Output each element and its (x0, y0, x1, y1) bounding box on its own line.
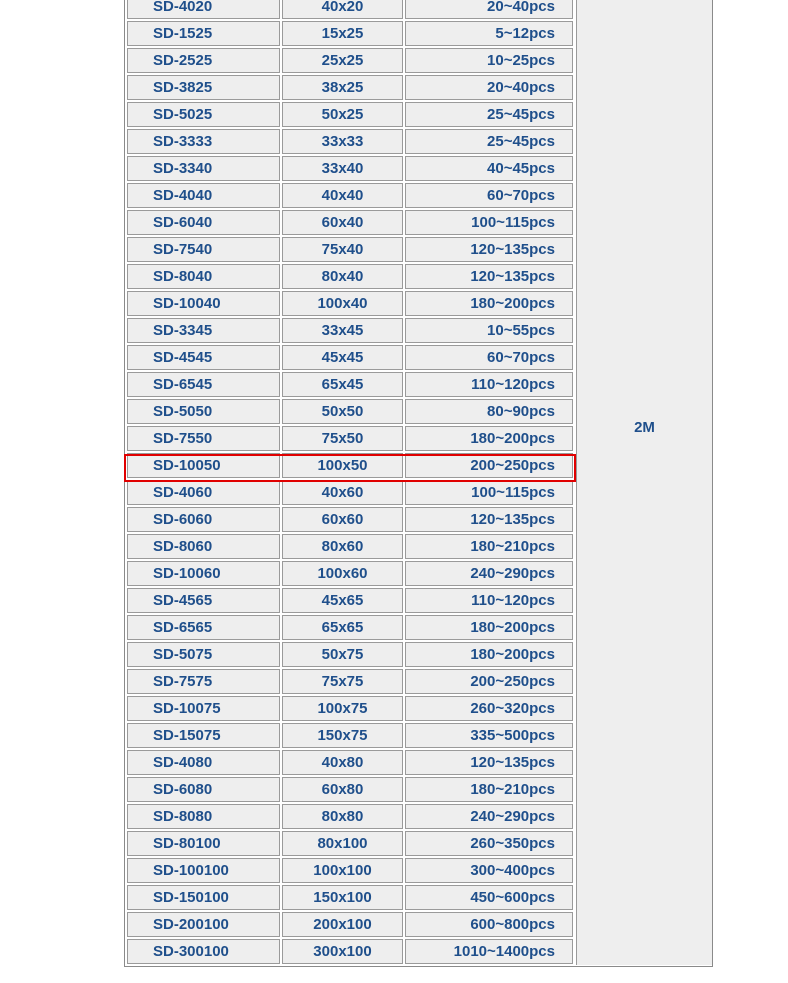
model-cell: SD-7575 (127, 669, 280, 694)
model-cell: SD-2525 (127, 48, 280, 73)
model-cell: SD-4565 (127, 588, 280, 613)
model-cell: SD-4080 (127, 750, 280, 775)
model-cell: SD-5050 (127, 399, 280, 424)
model-cell: SD-6040 (127, 210, 280, 235)
length-cell (576, 0, 712, 965)
quantity-cell: 60~70pcs (405, 183, 573, 208)
size-cell: 50x25 (282, 102, 403, 127)
product-spec-table (124, 0, 713, 967)
model-cell: SD-15075 (127, 723, 280, 748)
quantity-cell: 100~115pcs (405, 210, 573, 235)
quantity-cell: 200~250pcs (405, 669, 573, 694)
size-cell: 80x100 (282, 831, 403, 856)
size-cell: 65x65 (282, 615, 403, 640)
model-cell: SD-3345 (127, 318, 280, 343)
size-cell: 15x25 (282, 21, 403, 46)
model-cell: SD-80100 (127, 831, 280, 856)
size-cell: 40x60 (282, 480, 403, 505)
table-row (126, 209, 575, 236)
size-cell: 50x50 (282, 399, 403, 424)
table-row (126, 0, 575, 20)
model-cell: SD-10075 (127, 696, 280, 721)
quantity-cell: 300~400pcs (405, 858, 573, 883)
quantity-cell: 10~25pcs (405, 48, 573, 73)
table-row (126, 344, 575, 371)
size-cell: 40x20 (282, 0, 403, 19)
model-cell: SD-6565 (127, 615, 280, 640)
table-row (126, 695, 575, 722)
quantity-cell: 200~250pcs (405, 453, 573, 478)
model-cell: SD-150100 (127, 885, 280, 910)
size-cell: 150x75 (282, 723, 403, 748)
quantity-cell: 20~40pcs (405, 75, 573, 100)
quantity-cell: 335~500pcs (405, 723, 573, 748)
size-cell: 45x45 (282, 345, 403, 370)
quantity-cell: 260~320pcs (405, 696, 573, 721)
table-row (126, 317, 575, 344)
model-cell: SD-4040 (127, 183, 280, 208)
model-cell: SD-8040 (127, 264, 280, 289)
model-cell: SD-5025 (127, 102, 280, 127)
table-row (126, 911, 575, 938)
quantity-cell: 80~90pcs (405, 399, 573, 424)
model-cell: SD-7540 (127, 237, 280, 262)
table-row (126, 452, 575, 479)
quantity-cell: 180~200pcs (405, 426, 573, 451)
model-cell: SD-8080 (127, 804, 280, 829)
model-cell: SD-10060 (127, 561, 280, 586)
size-cell: 80x40 (282, 264, 403, 289)
model-cell: SD-7550 (127, 426, 280, 451)
size-cell: 80x80 (282, 804, 403, 829)
size-cell: 100x50 (282, 453, 403, 478)
table-row (126, 155, 575, 182)
quantity-cell: 120~135pcs (405, 750, 573, 775)
table-rows (126, 0, 575, 965)
table-row (126, 776, 575, 803)
table-row (126, 479, 575, 506)
table-row (126, 128, 575, 155)
size-cell: 100x75 (282, 696, 403, 721)
size-cell: 45x65 (282, 588, 403, 613)
quantity-cell: 450~600pcs (405, 885, 573, 910)
table-row (126, 398, 575, 425)
quantity-cell: 180~200pcs (405, 615, 573, 640)
model-cell: SD-10040 (127, 291, 280, 316)
model-cell: SD-4060 (127, 480, 280, 505)
size-cell: 33x33 (282, 129, 403, 154)
quantity-cell: 260~350pcs (405, 831, 573, 856)
model-cell: SD-4545 (127, 345, 280, 370)
size-cell: 75x50 (282, 426, 403, 451)
size-cell: 80x60 (282, 534, 403, 559)
quantity-cell: 110~120pcs (405, 372, 573, 397)
size-cell: 300x100 (282, 939, 403, 964)
size-cell: 75x75 (282, 669, 403, 694)
quantity-cell: 600~800pcs (405, 912, 573, 937)
quantity-cell: 100~115pcs (405, 480, 573, 505)
table-row (126, 263, 575, 290)
table-row (126, 587, 575, 614)
size-cell: 40x80 (282, 750, 403, 775)
size-cell: 40x40 (282, 183, 403, 208)
quantity-cell: 240~290pcs (405, 561, 573, 586)
size-cell: 60x60 (282, 507, 403, 532)
size-cell: 50x75 (282, 642, 403, 667)
model-cell: SD-6080 (127, 777, 280, 802)
table-row (126, 938, 575, 965)
quantity-cell: 180~210pcs (405, 534, 573, 559)
quantity-cell: 5~12pcs (405, 21, 573, 46)
size-cell: 100x60 (282, 561, 403, 586)
size-cell: 60x80 (282, 777, 403, 802)
table-row (126, 749, 575, 776)
quantity-cell: 1010~1400pcs (405, 939, 573, 964)
quantity-cell: 10~55pcs (405, 318, 573, 343)
model-cell: SD-6060 (127, 507, 280, 532)
table-row (126, 236, 575, 263)
table-row (126, 101, 575, 128)
table-row (126, 506, 575, 533)
model-cell: SD-200100 (127, 912, 280, 937)
model-cell: SD-8060 (127, 534, 280, 559)
quantity-cell: 110~120pcs (405, 588, 573, 613)
model-cell: SD-6545 (127, 372, 280, 397)
table-row (126, 668, 575, 695)
size-cell: 100x100 (282, 858, 403, 883)
table-row (126, 182, 575, 209)
model-cell: SD-3825 (127, 75, 280, 100)
quantity-cell: 180~200pcs (405, 291, 573, 316)
table-row (126, 722, 575, 749)
table-row (126, 425, 575, 452)
model-cell: SD-3333 (127, 129, 280, 154)
table-row (126, 560, 575, 587)
table-row (126, 371, 575, 398)
model-cell: SD-300100 (127, 939, 280, 964)
size-cell: 150x100 (282, 885, 403, 910)
table-row (126, 614, 575, 641)
quantity-cell: 120~135pcs (405, 264, 573, 289)
table-row (126, 641, 575, 668)
quantity-cell: 240~290pcs (405, 804, 573, 829)
quantity-cell: 60~70pcs (405, 345, 573, 370)
quantity-cell: 25~45pcs (405, 102, 573, 127)
length-value: 2M (634, 419, 655, 436)
table-row (126, 884, 575, 911)
table-row (126, 857, 575, 884)
quantity-cell: 120~135pcs (405, 237, 573, 262)
model-cell: SD-1525 (127, 21, 280, 46)
quantity-cell: 40~45pcs (405, 156, 573, 181)
table-row (126, 47, 575, 74)
size-cell: 33x45 (282, 318, 403, 343)
table-row (126, 803, 575, 830)
model-cell: SD-100100 (127, 858, 280, 883)
quantity-cell: 180~200pcs (405, 642, 573, 667)
size-cell: 38x25 (282, 75, 403, 100)
size-cell: 75x40 (282, 237, 403, 262)
size-cell: 65x45 (282, 372, 403, 397)
size-cell: 25x25 (282, 48, 403, 73)
size-cell: 60x40 (282, 210, 403, 235)
table-row (126, 20, 575, 47)
table-row (126, 74, 575, 101)
quantity-cell: 120~135pcs (405, 507, 573, 532)
model-cell: SD-10050 (127, 453, 280, 478)
quantity-cell: 180~210pcs (405, 777, 573, 802)
model-cell: SD-4020 (127, 0, 280, 19)
table-row (126, 533, 575, 560)
table-row (126, 290, 575, 317)
size-cell: 200x100 (282, 912, 403, 937)
quantity-cell: 25~45pcs (405, 129, 573, 154)
table-row (126, 830, 575, 857)
size-cell: 100x40 (282, 291, 403, 316)
size-cell: 33x40 (282, 156, 403, 181)
model-cell: SD-5075 (127, 642, 280, 667)
quantity-cell: 20~40pcs (405, 0, 573, 19)
model-cell: SD-3340 (127, 156, 280, 181)
